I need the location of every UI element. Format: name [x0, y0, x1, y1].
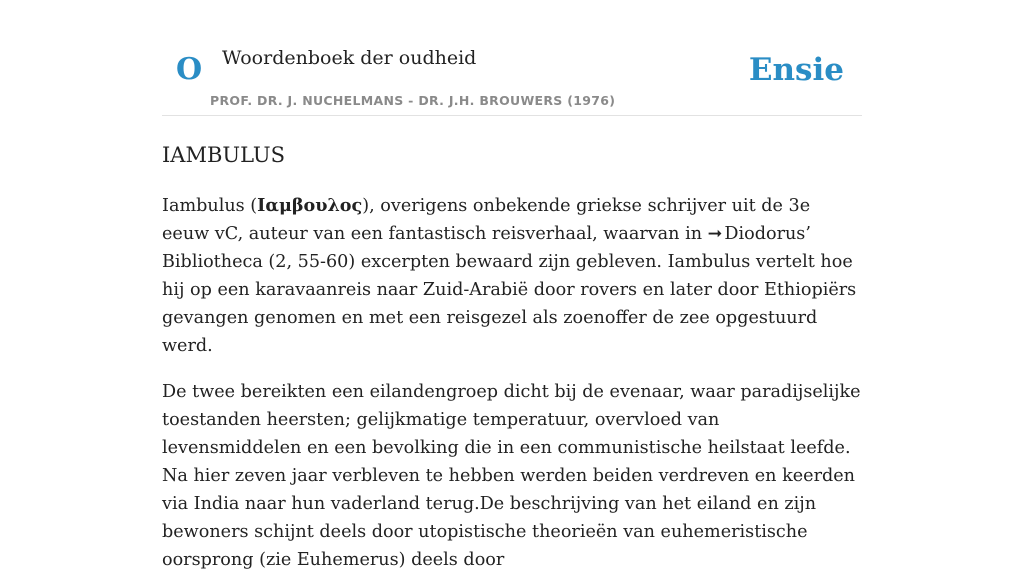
entry-paragraph-1	[162, 192, 862, 360]
entry-content	[162, 138, 862, 574]
book-title-link[interactable]: Woordenboek der oudheid	[222, 47, 477, 69]
paragraph-text: ’ Bibliotheca (2, 55-60) excerpten bewaard zijn gebleven. Iambulus vertelt hoe hij op een karavaanreis naar Zuid-Arabië door rovers en later door Ethiopiërs gevangen genomen en met een reisgezel als zoenoffer de zee opgestuurd werd.	[162, 224, 857, 356]
entry-paragraph-2	[162, 378, 862, 574]
cross-reference-label: Diodorus	[724, 224, 806, 244]
book-letter-link[interactable]: O	[176, 52, 203, 87]
header	[162, 0, 862, 116]
book-authors: PROF. DR. J. NUCHELMANS - DR. J.H. BROUWERS (1976)	[210, 93, 616, 108]
greek-name: Ιαμβουλος	[257, 195, 363, 216]
entry-title: IAMBULUS	[162, 143, 285, 167]
cross-reference-link-diodorus[interactable]	[708, 224, 806, 244]
paragraph-text: Iambulus (	[162, 196, 258, 216]
arrow-right-icon: ➞	[707, 224, 723, 244]
ensie-logo-link[interactable]: Ensie	[748, 52, 844, 88]
paragraph-text: ), overigens onbekende griekse schrijver uit de 3e eeuw vC, auteur van een fantastisch reisverhaal, waarvan in	[162, 196, 811, 244]
cross-reference-link-euhemerus[interactable]: Euhemerus	[296, 550, 399, 570]
paragraph-text: ) deels door	[398, 550, 505, 570]
paragraph-text: De twee bereikten een eilandengroep dicht bij de evenaar, waar paradijselijke toestanden heersten; gelijkmatige temperatuur, overvloed van levensmiddelen en een bevolking die in een communistische heilstaat leefde. Na hier zeven jaar verbleven te hebben werden beiden verdreven en keerden via India naar hun vaderland terug.De beschrijving van het eiland en zijn bewoners schijnt deels door utopistische theorieën van euhemeristische oorsprong (zie	[162, 382, 861, 570]
